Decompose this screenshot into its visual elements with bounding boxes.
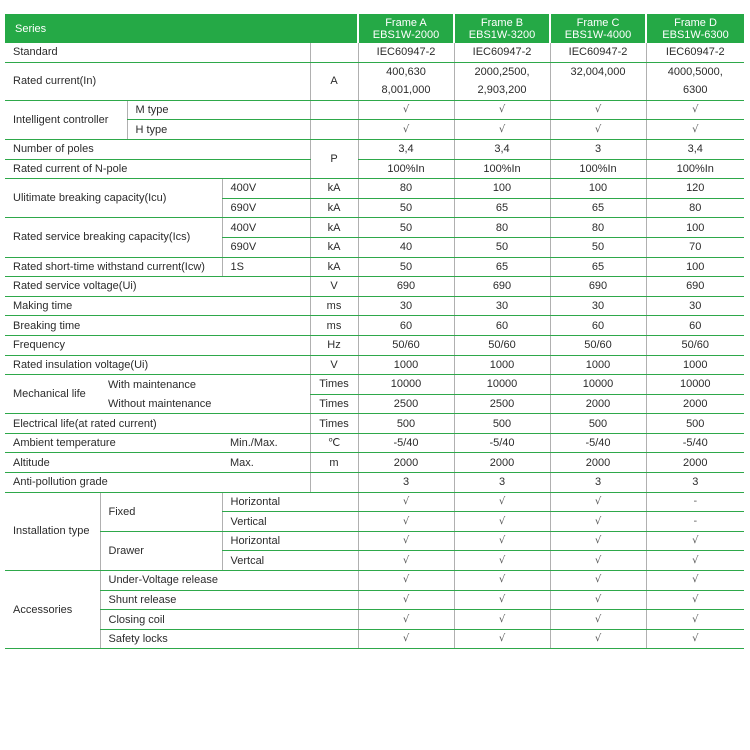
row-making-time xyxy=(5,296,744,316)
value-cell: 30 xyxy=(646,296,744,316)
unit-cell: ms xyxy=(310,296,358,316)
unit-cell: ms xyxy=(310,316,358,336)
row-label: Installation type xyxy=(5,492,100,570)
row-anti-pollution xyxy=(5,473,744,493)
value-cell: 60 xyxy=(454,316,550,336)
check-mark: √ xyxy=(550,492,646,512)
value-cell: 3,4 xyxy=(358,139,454,159)
row-icu-400 xyxy=(5,179,744,199)
frame-a-header xyxy=(358,14,454,43)
sub-label: M type xyxy=(127,100,310,120)
row-label: Mechanical life xyxy=(5,375,100,414)
value-cell: 65 xyxy=(550,257,646,277)
row-label: Making time xyxy=(5,296,310,316)
frame-c-header xyxy=(550,14,646,43)
value-cell: 690 xyxy=(646,277,744,297)
check-mark: √ xyxy=(358,531,454,551)
row-label: Ulitimate breaking capacity(Icu) xyxy=(5,179,222,218)
check-mark: √ xyxy=(358,629,454,649)
value-cell: 100%In xyxy=(454,159,550,179)
row-accessory-locks xyxy=(5,629,744,649)
value-cell: IEC60947-2 xyxy=(646,43,744,62)
frame-b-name: Frame B xyxy=(480,16,524,29)
value-cell: 30 xyxy=(454,296,550,316)
value-cell: 10000 xyxy=(358,375,454,395)
value-cell: 100 xyxy=(550,179,646,199)
row-label: Standard xyxy=(5,43,310,62)
check-mark: √ xyxy=(454,610,550,630)
value-cell: 3 xyxy=(358,473,454,493)
row-label: Frequency xyxy=(5,335,310,355)
sub-label: Safety locks xyxy=(100,629,358,649)
check-mark: √ xyxy=(454,120,550,140)
row-label: Ambient temperature xyxy=(5,433,222,453)
check-mark: √ xyxy=(454,531,550,551)
check-mark: √ xyxy=(550,590,646,610)
value-cell: 80 xyxy=(454,218,550,238)
row-install-fixed-h xyxy=(5,492,744,512)
check-mark: √ xyxy=(646,100,744,120)
row-label: Electrical life(at rated current) xyxy=(5,414,310,434)
row-mech-life-with xyxy=(5,375,744,395)
value-cell: 3,4 xyxy=(454,139,550,159)
value-cell: 10000 xyxy=(646,375,744,395)
sub-label: Fixed xyxy=(100,492,222,531)
frame-b-model: EBS1W-3200 xyxy=(468,28,536,41)
value-cell: 2000 xyxy=(358,453,454,473)
frame-a-model: EBS1W-2000 xyxy=(372,28,440,41)
row-controller-m xyxy=(5,100,744,120)
check-mark: √ xyxy=(358,590,454,610)
check-mark: √ xyxy=(646,551,744,571)
check-mark: √ xyxy=(358,100,454,120)
value-cell: 100 xyxy=(646,257,744,277)
unit-cell xyxy=(310,473,358,493)
row-ambient-temperature xyxy=(5,433,744,453)
value-cell: 50 xyxy=(550,237,646,257)
value-cell: -5/40 xyxy=(454,433,550,453)
row-label: Number of poles xyxy=(5,139,310,159)
check-mark: √ xyxy=(646,590,744,610)
check-mark: √ xyxy=(454,512,550,532)
value-cell: -5/40 xyxy=(550,433,646,453)
value-cell: 1000 xyxy=(550,355,646,375)
value-cell: 80 xyxy=(646,198,744,218)
unit-cell: Times xyxy=(310,394,358,414)
frame-c-model: EBS1W-4000 xyxy=(564,28,632,41)
frame-c-name: Frame C xyxy=(576,16,620,29)
unit-cell: Hz xyxy=(310,335,358,355)
sub-label: 690V xyxy=(222,198,310,218)
value-cell: 80 xyxy=(358,179,454,199)
row-standard xyxy=(5,43,744,62)
check-mark: - xyxy=(646,512,744,532)
value-cell: 50/60 xyxy=(646,335,744,355)
unit-cell: kA xyxy=(310,237,358,257)
value-cell: 4000,5000, xyxy=(646,62,744,81)
value-cell: 50/60 xyxy=(454,335,550,355)
check-mark: √ xyxy=(646,610,744,630)
value-cell: 400,630 xyxy=(358,62,454,81)
sub-label: Vertcal xyxy=(222,551,358,571)
check-mark: √ xyxy=(358,551,454,571)
frame-d-name: Frame D xyxy=(674,16,717,29)
sub-label: 400V xyxy=(222,218,310,238)
value-cell: 2500 xyxy=(454,394,550,414)
value-cell: 65 xyxy=(454,257,550,277)
specification-table xyxy=(5,14,744,649)
value-cell: 50 xyxy=(454,237,550,257)
value-cell: 6300 xyxy=(646,81,744,100)
check-mark: √ xyxy=(646,571,744,591)
check-mark: √ xyxy=(646,629,744,649)
unit-cell: ℃ xyxy=(310,433,358,453)
value-cell: 2500 xyxy=(358,394,454,414)
row-label: Rated service breaking capacity(Ics) xyxy=(5,218,222,257)
value-cell: 100%In xyxy=(358,159,454,179)
unit-cell: kA xyxy=(310,257,358,277)
value-cell: 1000 xyxy=(454,355,550,375)
check-mark: √ xyxy=(358,120,454,140)
row-accessory-coil xyxy=(5,610,744,630)
value-cell: 3 xyxy=(550,473,646,493)
frame-d-header xyxy=(646,14,744,43)
value-cell: 2,903,200 xyxy=(454,81,550,100)
check-mark: √ xyxy=(550,551,646,571)
value-cell: 2000 xyxy=(454,453,550,473)
value-cell: 3 xyxy=(550,139,646,159)
value-cell: 40 xyxy=(358,237,454,257)
sub-label: Under-Voltage release xyxy=(100,571,358,591)
row-label: Breaking time xyxy=(5,316,310,336)
value-cell: IEC60947-2 xyxy=(550,43,646,62)
check-mark: - xyxy=(646,492,744,512)
value-cell: 3 xyxy=(646,473,744,493)
unit-cell: V xyxy=(310,277,358,297)
value-cell: IEC60947-2 xyxy=(358,43,454,62)
sub-label: Vertical xyxy=(222,512,358,532)
row-insulation-voltage xyxy=(5,355,744,375)
sub-label: 1S xyxy=(222,257,310,277)
value-cell: 2000 xyxy=(550,453,646,473)
sub-label: Min./Max. xyxy=(222,433,310,453)
value-cell: 3 xyxy=(454,473,550,493)
check-mark: √ xyxy=(550,120,646,140)
value-cell xyxy=(550,81,646,100)
check-mark: √ xyxy=(454,492,550,512)
value-cell: 1000 xyxy=(646,355,744,375)
check-mark: √ xyxy=(550,571,646,591)
sub-label: Closing coil xyxy=(100,610,358,630)
value-cell: 500 xyxy=(646,414,744,434)
sub-label: 400V xyxy=(222,179,310,199)
row-service-voltage xyxy=(5,277,744,297)
check-mark: √ xyxy=(454,551,550,571)
frame-b-header xyxy=(454,14,550,43)
row-install-drawer-h xyxy=(5,531,744,551)
value-cell: 50/60 xyxy=(358,335,454,355)
row-label: Rated insulation voltage(Ui) xyxy=(5,355,310,375)
value-cell: 690 xyxy=(358,277,454,297)
row-poles xyxy=(5,139,744,159)
unit-cell: kA xyxy=(310,218,358,238)
value-cell: 2000 xyxy=(646,453,744,473)
row-breaking-time xyxy=(5,316,744,336)
value-cell: 60 xyxy=(646,316,744,336)
value-cell: 60 xyxy=(550,316,646,336)
row-n-pole xyxy=(5,159,744,179)
row-label: Accessories xyxy=(5,571,100,649)
series-header: Series xyxy=(5,14,358,43)
check-mark: √ xyxy=(454,571,550,591)
check-mark: √ xyxy=(358,492,454,512)
unit-cell xyxy=(310,100,358,120)
value-cell: 10000 xyxy=(550,375,646,395)
value-cell: 60 xyxy=(358,316,454,336)
sub-label: Horizontal xyxy=(222,492,358,512)
row-label: Rated service voltage(Ui) xyxy=(5,277,310,297)
unit-cell: Times xyxy=(310,375,358,395)
unit-cell xyxy=(310,43,358,62)
row-accessory-shunt xyxy=(5,590,744,610)
check-mark: √ xyxy=(454,590,550,610)
row-label: Rated short-time withstand current(Icw) xyxy=(5,257,222,277)
sub-label: Max. xyxy=(222,453,310,473)
row-label: Anti-pollution grade xyxy=(5,473,310,493)
row-rated-current xyxy=(5,62,744,81)
frame-a-name: Frame A xyxy=(385,16,427,29)
value-cell: -5/40 xyxy=(646,433,744,453)
sub-label: H type xyxy=(127,120,310,140)
check-mark: √ xyxy=(550,629,646,649)
header-row xyxy=(5,14,744,43)
unit-cell: V xyxy=(310,355,358,375)
sub-label: Shunt release xyxy=(100,590,358,610)
value-cell: 32,004,000 xyxy=(550,62,646,81)
unit-cell: kA xyxy=(310,179,358,199)
value-cell: 70 xyxy=(646,237,744,257)
row-accessory-uv xyxy=(5,571,744,591)
unit-cell: Times xyxy=(310,414,358,434)
value-cell: 690 xyxy=(454,277,550,297)
value-cell: 50/60 xyxy=(550,335,646,355)
sub-label: Without maintenance xyxy=(100,394,310,414)
row-icw xyxy=(5,257,744,277)
value-cell: 2000 xyxy=(646,394,744,414)
value-cell: -5/40 xyxy=(358,433,454,453)
value-cell: 100%In xyxy=(550,159,646,179)
check-mark: √ xyxy=(550,100,646,120)
unit-cell: m xyxy=(310,453,358,473)
value-cell: 65 xyxy=(550,198,646,218)
check-mark: √ xyxy=(550,531,646,551)
value-cell: 500 xyxy=(550,414,646,434)
value-cell: 690 xyxy=(550,277,646,297)
check-mark: √ xyxy=(646,120,744,140)
sub-label: Drawer xyxy=(100,531,222,570)
value-cell: 500 xyxy=(454,414,550,434)
value-cell: 100 xyxy=(454,179,550,199)
check-mark: √ xyxy=(550,610,646,630)
check-mark: √ xyxy=(358,610,454,630)
value-cell: 30 xyxy=(358,296,454,316)
value-cell: 100 xyxy=(646,218,744,238)
row-frequency xyxy=(5,335,744,355)
row-label: Rated current of N-pole xyxy=(5,159,310,179)
row-ics-400 xyxy=(5,218,744,238)
sub-label: 690V xyxy=(222,237,310,257)
row-label: Rated current(In) xyxy=(5,62,310,100)
row-electrical-life xyxy=(5,414,744,434)
unit-cell xyxy=(310,120,358,140)
value-cell: 120 xyxy=(646,179,744,199)
value-cell: 3,4 xyxy=(646,139,744,159)
sub-label: Horizontal xyxy=(222,531,358,551)
value-cell: 50 xyxy=(358,198,454,218)
value-cell: 1000 xyxy=(358,355,454,375)
row-mech-life-without xyxy=(5,394,744,414)
value-cell: 8,001,000 xyxy=(358,81,454,100)
value-cell: IEC60947-2 xyxy=(454,43,550,62)
frame-d-model: EBS1W-6300 xyxy=(662,28,729,41)
check-mark: √ xyxy=(454,100,550,120)
value-cell: 65 xyxy=(454,198,550,218)
check-mark: √ xyxy=(358,571,454,591)
check-mark: √ xyxy=(358,512,454,532)
sub-label: With maintenance xyxy=(108,378,197,391)
check-mark: √ xyxy=(454,629,550,649)
value-cell: 50 xyxy=(358,218,454,238)
value-cell: 10000 xyxy=(454,375,550,395)
check-mark: √ xyxy=(646,531,744,551)
value-cell: 500 xyxy=(358,414,454,434)
check-mark: √ xyxy=(550,512,646,532)
row-label: Altitude xyxy=(5,453,222,473)
unit-cell: kA xyxy=(310,198,358,218)
value-cell: 2000,2500, xyxy=(454,62,550,81)
value-cell: 50 xyxy=(358,257,454,277)
row-altitude xyxy=(5,453,744,473)
value-cell: 80 xyxy=(550,218,646,238)
unit-cell: A xyxy=(310,62,358,100)
row-label: Intelligent controller xyxy=(5,100,127,139)
unit-cell: P xyxy=(310,139,358,178)
value-cell: 2000 xyxy=(550,394,646,414)
value-cell: 30 xyxy=(550,296,646,316)
value-cell: 100%In xyxy=(646,159,744,179)
